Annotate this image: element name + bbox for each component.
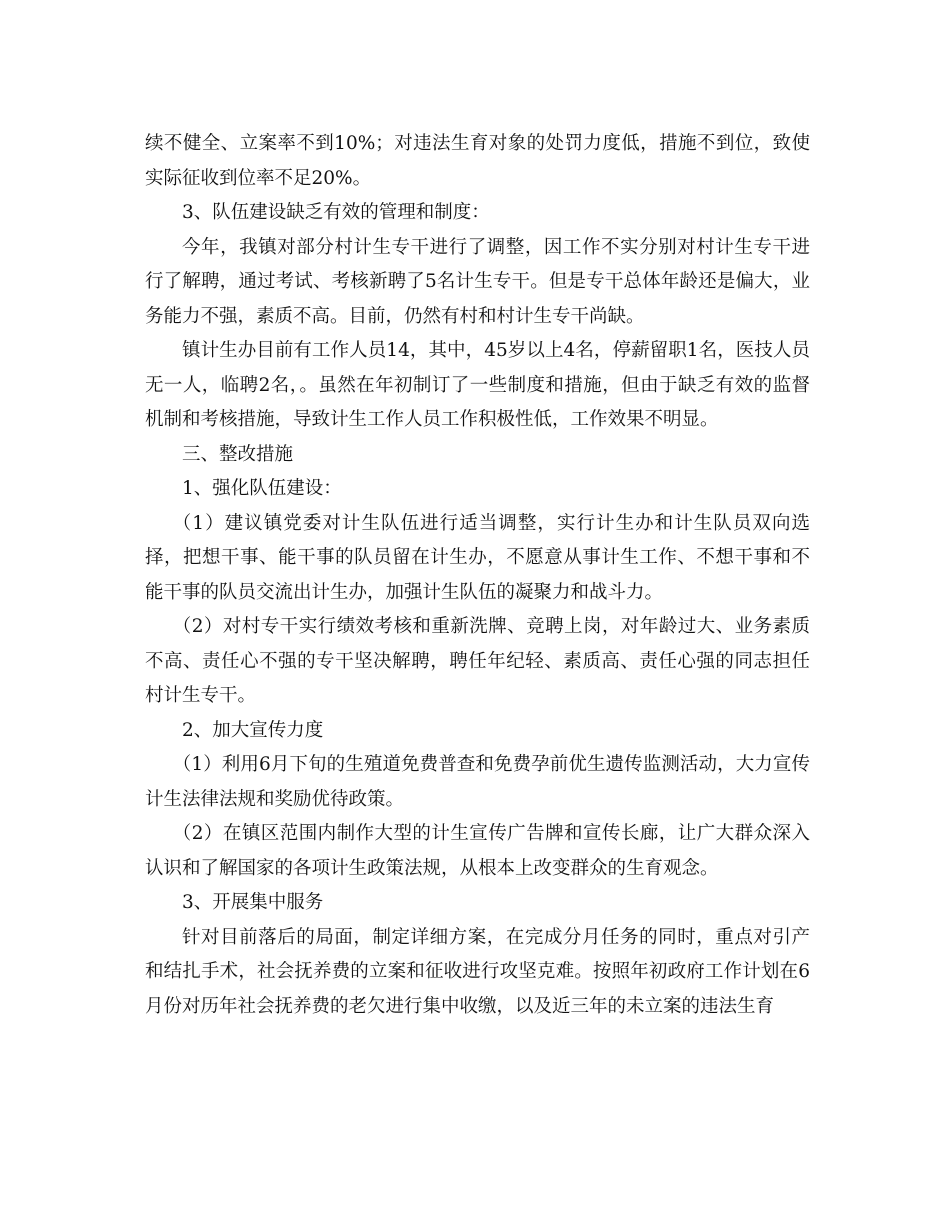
- paragraph: 镇计生办目前有工作人员14，其中，45岁以上4名，停薪留职1名，医技人员无一人，临聘2名，。虽然在年初制订了一些制度和措施，但由于缺乏有效的监督机制和考核措施，导致计生工作人员工作积极性低，工作效果不明显。: [145, 340, 810, 430]
- section-heading: 三、整改措施: [182, 443, 294, 465]
- document-body: [145, 127, 810, 1024]
- subsection-heading: 1、强化队伍建设：: [182, 478, 342, 499]
- list-item: （2）对村专干实行绩效考核和重新洗牌、竞聘上岗，对年龄过大、业务素质不高、责任心不强的专干坚决解聘，聘任年纪轻、素质高、责任心强的同志担任村计生专干。: [145, 616, 810, 706]
- list-item: （1）建议镇党委对计生队伍进行适当调整，实行计生办和计生队员双向选择，把想干事、能干事的队员留在计生办，不愿意从事计生工作、不想干事和不能干事的队员交流出计生办，加强计生队伍的凝聚力和战斗力。: [145, 512, 810, 603]
- list-item: （2）在镇区范围内制作大型的计生宣传广告牌和宣传长廊，让广大群众深入认识和了解国家的各项计生政策法规，从根本上改变群众的生育观念。: [145, 823, 810, 879]
- subsection-heading: 2、加大宣传力度: [182, 719, 324, 741]
- paragraph: 今年，我镇对部分村计生专干进行了调整，因工作不实分别对村计生专干进行了解聘，通过考试、考核新聘了5名计生专干。但是专干总体年龄还是偏大，业务能力不强，素质不高。目前，仍然有村和村计生专干尚缺。: [145, 236, 810, 327]
- paragraph: 续不健全、立案率不到10%；对违法生育对象的处罚力度低，措施不到位，致使实际征收到位率不足20%。: [145, 133, 810, 189]
- subsection-heading: 3、开展集中服务: [182, 892, 324, 913]
- section-heading: 3、队伍建设缺乏有效的管理和制度：: [182, 202, 490, 223]
- paragraph: 针对目前落后的局面，制定详细方案，在完成分月任务的同时，重点对引产和结扎手术，社会抚养费的立案和征收进行攻坚克难。按照年初政府工作计划在6月份对历年社会抚养费的老欠进行集中收缴，以及近三年的未立案的违法生育: [145, 926, 810, 1017]
- list-item: （1）利用6月下旬的生殖道免费普查和免费孕前优生遗传监测活动，大力宣传计生法律法规和奖励优待政策。: [145, 754, 810, 810]
